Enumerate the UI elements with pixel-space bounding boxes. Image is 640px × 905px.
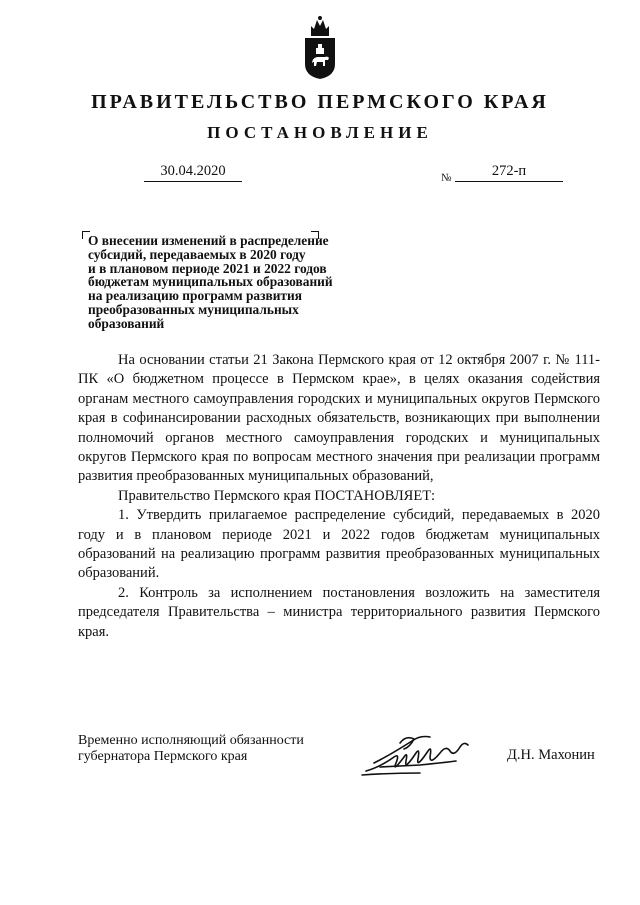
subject-line: преобразованных муниципальных: [88, 301, 299, 317]
body-paragraph-item-1: 1. Утвердить прилагаемое распределение субсидий, передаваемых в 2020 году и в плановом периоде 2021 и 2022 годов бюджетам муниципальных образований на реализацию программ развития преобразованных муниципальных образований.: [78, 507, 600, 582]
subject-line: образований: [88, 315, 165, 331]
subject-line: и в плановом периоде 2021 и 2022 годов: [88, 260, 327, 276]
body-paragraph-resolution: Правительство Пермского края ПОСТАНОВЛЯЕТ:: [118, 487, 436, 504]
subject-line: на реализацию программ развития: [88, 288, 302, 304]
document-body: [78, 351, 600, 642]
signatory-title: [78, 733, 304, 764]
subject-line: бюджетам муниципальных образований: [88, 274, 333, 290]
document-type-title: ПОСТАНОВЛЕНИЕ: [207, 123, 433, 142]
perm-krai-coat-of-arms-icon: [303, 14, 337, 80]
document-subject: [88, 234, 388, 331]
body-paragraph-preamble: На основании статьи 21 Закона Пермского края от 12 октября 2007 г. № 111-ПК «О бюджетном процессе в Пермском крае», в целях оказания содействия органам местного самоуправления городских и муниципальных округов Пермского края в софинансировании расходных обязательств, возникающих при выполнении полномочий органов местного самоуправления городских и муниципальных округов Пермского края по вопросам местного значения при реализации программ развития преобразованных муниципальных образований,: [78, 352, 600, 485]
organization-title: ПРАВИТЕЛЬСТВО ПЕРМСКОГО КРАЯ: [91, 91, 549, 113]
signatory-title-line: губернатора Пермского края: [78, 748, 248, 764]
body-paragraph-item-2: 2. Контроль за исполнением постановления возложить на заместителя председателя Правительства – министра территориального развития Пермского края.: [78, 584, 600, 640]
signer-name: Д.Н. Махонин: [507, 747, 595, 763]
signatory-title-line: Временно исполняющий обязанности: [78, 733, 304, 748]
subject-line: субсидий, передаваемых в 2020 году: [88, 246, 306, 262]
document-date: 30.04.2020: [144, 163, 242, 182]
handwritten-signature: [360, 727, 472, 779]
document-number: 272-п: [455, 163, 563, 182]
subject-line: О внесении изменений в распределение: [88, 233, 329, 248]
number-sign: №: [441, 172, 452, 184]
